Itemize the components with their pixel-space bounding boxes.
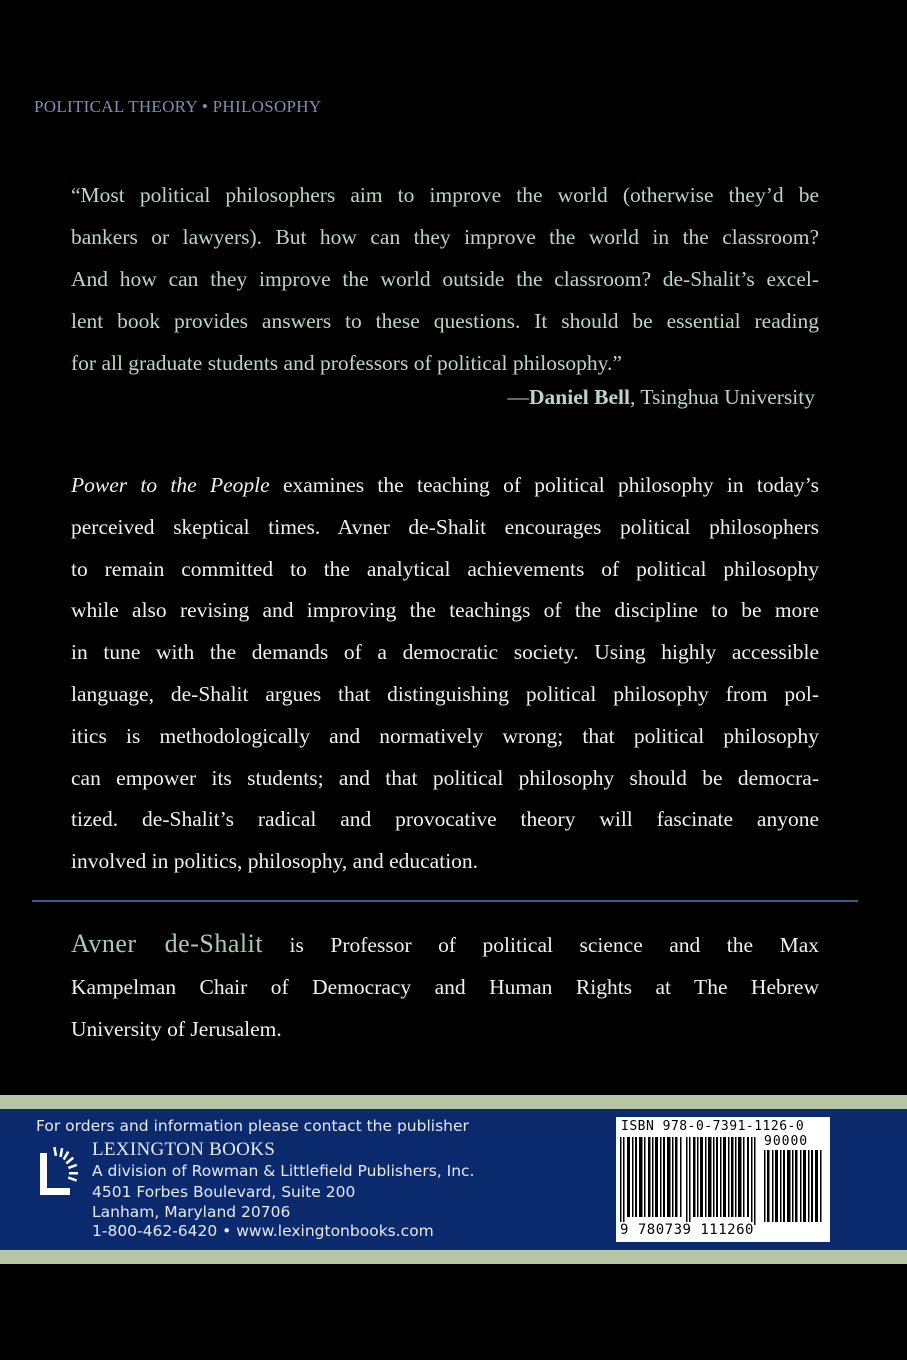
publisher-street: 4501 Forbes Boulevard, Suite 200 [92,1183,356,1201]
book-description [71,465,819,883]
attribution-name: Daniel Bell [529,385,630,409]
category-label: POLITICAL THEORY • PHILOSOPHY [34,97,322,116]
description-line: in tune with the demands of a democratic society. Using highly accessible [71,640,819,665]
author-name: Avner de-Shalit [71,929,264,958]
ean-number: 9 780739 111260 [620,1222,754,1238]
description-line: language, de-Shalit argues that distinguishing political philosophy from pol- [71,681,819,706]
publisher-city: Lanham, Maryland 20706 [92,1203,291,1221]
bio-first-line: is Professor of political science and the Max [263,933,819,957]
blurb-quote [71,174,819,384]
barcode-bars-main [620,1137,756,1225]
publisher-division: A division of Rowman & Littlefield Publishers, Inc. [92,1162,475,1180]
quote-line: And how can they improve the world outside the classroom? de-Shalit’s excel- [71,267,819,291]
band-bottom [0,1250,907,1264]
bio-line: Kampelman Chair of Democracy and Human Rights at The Hebrew [71,975,819,999]
bio-line [71,923,819,966]
quote-line: bankers or lawyers). But how can they improve the world in the classroom? [71,225,819,249]
description-line [71,465,819,507]
isbn-label: ISBN 978-0-7391-1126-0 [621,1119,805,1134]
quote-line: for all graduate students and professors of political philosophy.” [71,351,622,375]
barcode-bars-addon [764,1150,824,1238]
bio-line: University of Jerusalem. [71,1017,282,1041]
book-title: Power to the People [71,473,270,497]
author-bio [71,923,819,1050]
publisher-name: LEXINGTON BOOKS [92,1139,276,1160]
description-line: itics is methodologically and normatively wrong; that political philosophy [71,723,819,748]
description-line: to remain committed to the analytical achievements of political philosophy [71,556,819,581]
divider-rule [32,900,858,902]
publisher-contact: For orders and information please contact the publisher [36,1117,469,1135]
band-top [0,1095,907,1109]
quote-attribution [508,385,815,410]
attribution-affiliation: , Tsinghua University [629,385,815,409]
description-line: tized. de-Shalit’s radical and provocative theory will fascinate anyone [71,807,819,832]
quote-line: lent book provides answers to these questions. It should be essential reading [71,309,819,333]
isbn-barcode [616,1117,830,1242]
description-line: involved in politics, philosophy, and education. [71,849,479,874]
publisher-phone-web: 1-800-462-6420 • www.lexingtonbooks.com [92,1222,434,1240]
attribution-dash: — [507,385,530,409]
lexington-logo-icon [38,1145,84,1197]
description-line: perceived skeptical times. Avner de-Shalit encourages political philosophers [71,514,819,539]
description-line: can empower its students; and that political philosophy should be democra- [71,765,819,790]
price-code: 90000 [764,1134,809,1149]
description-first-line: examines the teaching of political philosophy in today’s [269,473,819,497]
description-line: while also revising and improving the teachings of the discipline to be more [71,598,819,623]
quote-line: “Most political philosophers aim to improve the world (otherwise they’d be [71,183,819,207]
